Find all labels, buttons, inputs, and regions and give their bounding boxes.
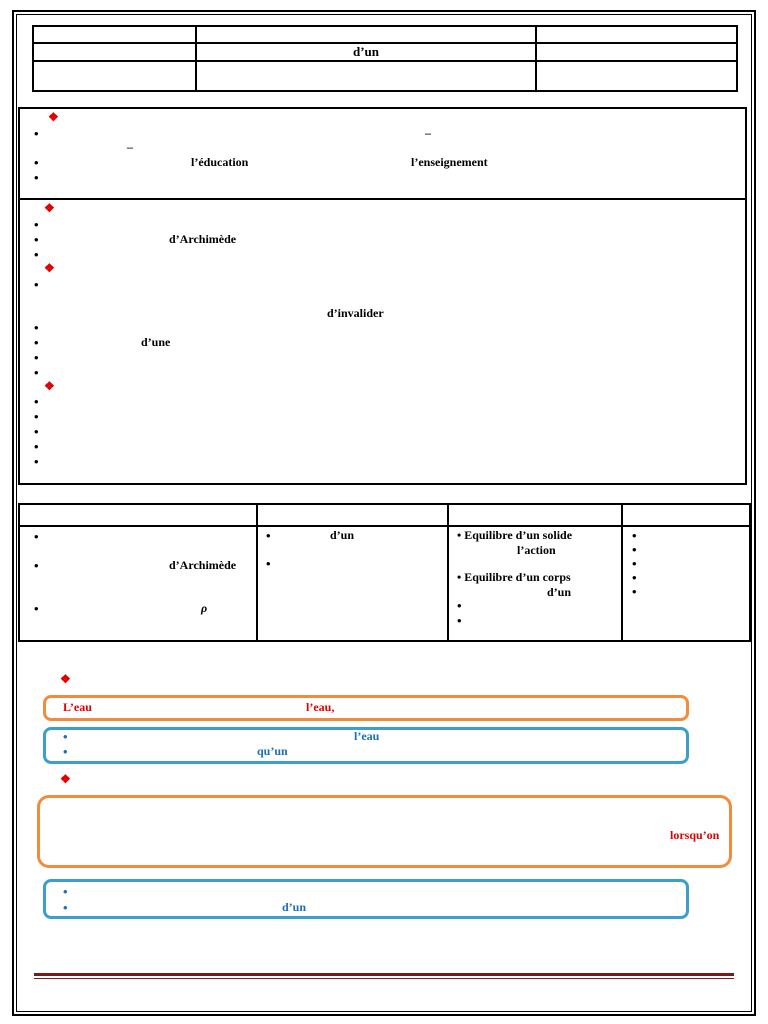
- bullet-icon: •: [34, 277, 39, 292]
- diamond-icon: ❖: [48, 110, 59, 124]
- eau-text: l’eau: [354, 729, 380, 743]
- bullet-icon: •: [457, 613, 462, 628]
- bullet-icon: •: [34, 126, 39, 141]
- bullet-icon: •: [632, 584, 637, 599]
- dash-text: –: [425, 126, 431, 140]
- equilibre-solide-item: • Equilibre d’un solide: [457, 528, 573, 542]
- enseignement-text: l’enseignement: [411, 155, 488, 169]
- dun-text: d’un: [547, 585, 572, 599]
- bullet-icon: •: [34, 170, 39, 185]
- bullet-icon: •: [34, 424, 39, 439]
- activity-2-blue-box: [43, 879, 689, 919]
- bullet-icon: •: [632, 570, 637, 585]
- bullet-icon: •: [266, 528, 271, 543]
- education-text: l’éducation: [191, 155, 249, 169]
- diamond-icon: ❖: [60, 672, 71, 686]
- header-cell: [536, 43, 737, 61]
- bullet-icon: •: [34, 439, 39, 454]
- objectives-header-cell: [622, 504, 750, 526]
- dun-text: d’un: [330, 528, 355, 542]
- bullet-icon: •: [457, 570, 462, 584]
- bullet-icon: •: [34, 454, 39, 469]
- diamond-icon: ❖: [60, 772, 71, 786]
- eau-text: l’eau,: [306, 700, 335, 714]
- dash-text: –: [127, 140, 133, 154]
- activity-1-orange-box: [43, 695, 689, 721]
- bullet-icon: •: [63, 900, 68, 915]
- bullet-icon: •: [34, 558, 39, 573]
- objectives-table: [18, 503, 751, 642]
- header-cell: [33, 61, 196, 91]
- invalider-text: d’invalider: [327, 306, 384, 320]
- activity-2-orange-box: [37, 795, 732, 868]
- header-cell: [536, 61, 737, 91]
- bullet-icon: •: [63, 744, 68, 759]
- bullet-icon: •: [34, 217, 39, 232]
- bullet-icon: •: [632, 556, 637, 571]
- eau-text: L’eau: [63, 700, 92, 714]
- diamond-icon: ❖: [44, 261, 55, 275]
- archimede-text: d’Archimède: [169, 558, 237, 572]
- bullet-icon: •: [34, 335, 39, 350]
- objectives-header-cell: [19, 504, 257, 526]
- objectives-header-cell: [448, 504, 622, 526]
- section-2-box: [18, 198, 747, 485]
- action-text: l’action: [517, 543, 556, 557]
- bullet-icon: •: [34, 320, 39, 335]
- bullet-icon: •: [34, 232, 39, 247]
- archimede-text: d’Archimède: [169, 232, 237, 246]
- bullet-icon: •: [34, 365, 39, 380]
- header-cell-title: d’un: [196, 43, 536, 61]
- bullet-icon: •: [34, 601, 39, 616]
- objectives-header-cell: [257, 504, 448, 526]
- bullet-icon: •: [34, 247, 39, 262]
- header-cell: [33, 43, 196, 61]
- objectives-cell: [622, 526, 750, 641]
- footer-rule: [34, 973, 734, 976]
- bullet-icon: •: [34, 394, 39, 409]
- equilibre-corps-item: • Equilibre d’un corps: [457, 570, 571, 584]
- header-cell: [196, 26, 536, 43]
- bullet-icon: •: [63, 729, 68, 744]
- header-cell: [536, 26, 737, 43]
- footer-rule: [34, 978, 734, 979]
- bullet-icon: •: [63, 884, 68, 899]
- diamond-icon: ❖: [44, 201, 55, 215]
- diamond-icon: ❖: [44, 379, 55, 393]
- bullet-icon: •: [34, 155, 39, 170]
- lorsquon-text: lorsqu’on: [670, 828, 720, 842]
- bullet-icon: •: [457, 528, 462, 542]
- bullet-icon: •: [632, 528, 637, 543]
- dun-text: d’un: [282, 900, 307, 914]
- bullet-icon: •: [34, 350, 39, 365]
- header-cell: [196, 61, 536, 91]
- bullet-icon: •: [457, 598, 462, 613]
- quun-text: qu’un: [257, 744, 288, 758]
- rho-symbol: ρ: [201, 601, 208, 615]
- bullet-icon: •: [34, 529, 39, 544]
- objectives-cell: [19, 526, 257, 641]
- une-text: d’une: [141, 335, 171, 349]
- header-table: [32, 25, 738, 92]
- bullet-icon: •: [632, 542, 637, 557]
- bullet-icon: •: [34, 409, 39, 424]
- objectives-cell: [257, 526, 448, 641]
- bullet-icon: •: [266, 556, 271, 571]
- header-cell: [33, 26, 196, 43]
